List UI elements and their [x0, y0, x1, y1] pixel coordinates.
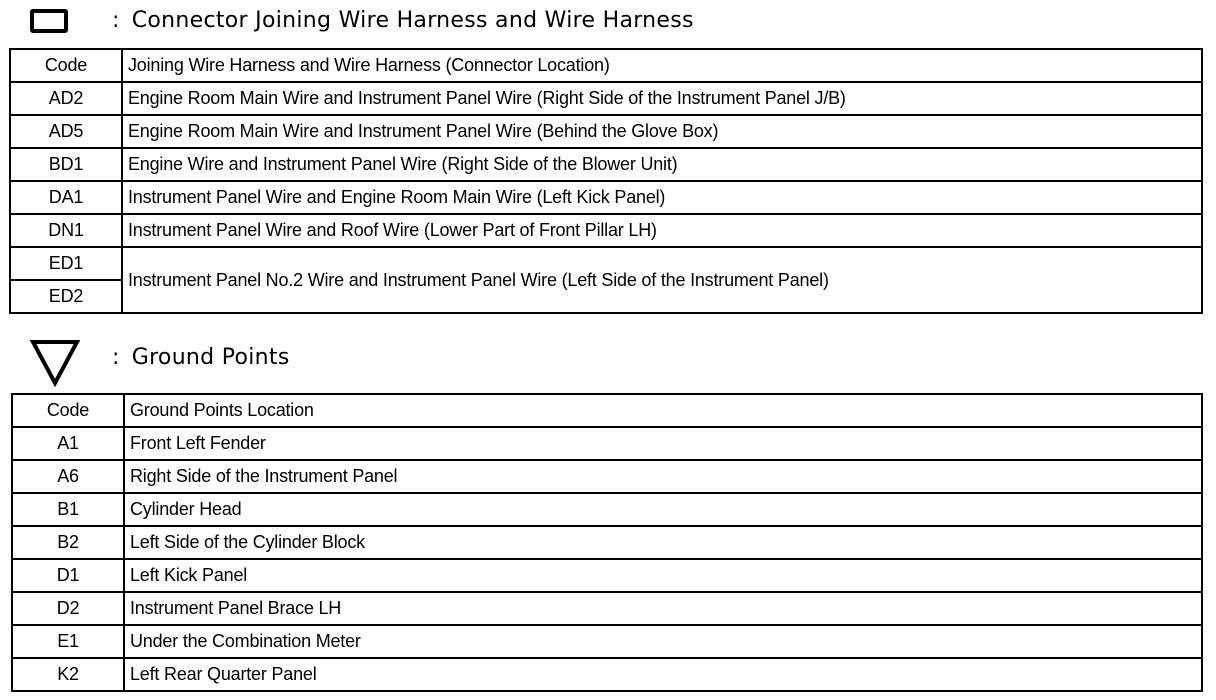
code-cell: E1	[12, 625, 124, 658]
table-row	[12, 625, 1202, 658]
heading-separator: :	[112, 8, 120, 33]
code-cell: DA1	[10, 181, 122, 214]
table-row	[12, 559, 1202, 592]
ground-triangle-icon	[30, 339, 80, 387]
code-cell: K2	[12, 658, 124, 691]
location-cell: Under the Combination Meter	[124, 625, 1202, 658]
code-header: Code	[12, 394, 124, 427]
table-row	[12, 592, 1202, 625]
table-row	[10, 148, 1202, 181]
location-cell: Left Kick Panel	[124, 559, 1202, 592]
code-cell: B2	[12, 526, 124, 559]
code-cell: D2	[12, 592, 124, 625]
table-row	[10, 181, 1202, 214]
code-cell: ED2	[10, 280, 122, 313]
table-row	[10, 115, 1202, 148]
location-cell: Right Side of the Instrument Panel	[124, 460, 1202, 493]
table-row	[10, 82, 1202, 115]
code-cell: ED1	[10, 247, 122, 280]
location-header: Ground Points Location	[124, 394, 1202, 427]
table-row	[12, 427, 1202, 460]
table-header-row	[12, 394, 1202, 427]
code-header: Code	[10, 49, 122, 82]
ground-section-heading	[112, 345, 290, 370]
location-cell: Instrument Panel Wire and Engine Room Main Wire (Left Kick Panel)	[122, 181, 1202, 214]
location-cell: Left Side of the Cylinder Block	[124, 526, 1202, 559]
code-cell: B1	[12, 493, 124, 526]
rectangle-connector-icon	[30, 9, 68, 33]
table-row	[12, 493, 1202, 526]
location-cell: Instrument Panel Wire and Roof Wire (Lower Part of Front Pillar LH)	[122, 214, 1202, 247]
code-cell: DN1	[10, 214, 122, 247]
ground-section-title: Ground Points	[131, 345, 290, 370]
heading-separator: :	[112, 345, 120, 370]
location-cell: Engine Room Main Wire and Instrument Panel Wire (Right Side of the Instrument Panel J/B)	[122, 82, 1202, 115]
location-cell: Engine Room Main Wire and Instrument Panel Wire (Behind the Glove Box)	[122, 115, 1202, 148]
table-row	[10, 214, 1202, 247]
code-cell: D1	[12, 559, 124, 592]
location-cell: Left Rear Quarter Panel	[124, 658, 1202, 691]
code-cell: AD5	[10, 115, 122, 148]
table-row	[12, 658, 1202, 691]
table-row	[12, 526, 1202, 559]
location-header: Joining Wire Harness and Wire Harness (Connector Location)	[122, 49, 1202, 82]
ground-points-table	[11, 393, 1203, 692]
connector-table	[9, 48, 1203, 314]
code-cell: AD2	[10, 82, 122, 115]
code-cell: A6	[12, 460, 124, 493]
table-row	[12, 460, 1202, 493]
connector-section-title: Connector Joining Wire Harness and Wire Harness	[131, 8, 694, 33]
connector-section-heading	[112, 8, 694, 33]
table-row	[10, 247, 1202, 280]
location-cell: Instrument Panel No.2 Wire and Instrument Panel Wire (Left Side of the Instrument Panel)	[122, 247, 1202, 313]
code-cell: A1	[12, 427, 124, 460]
table-header-row	[10, 49, 1202, 82]
location-cell: Instrument Panel Brace LH	[124, 592, 1202, 625]
location-cell: Front Left Fender	[124, 427, 1202, 460]
code-cell: BD1	[10, 148, 122, 181]
location-cell: Cylinder Head	[124, 493, 1202, 526]
location-cell: Engine Wire and Instrument Panel Wire (Right Side of the Blower Unit)	[122, 148, 1202, 181]
